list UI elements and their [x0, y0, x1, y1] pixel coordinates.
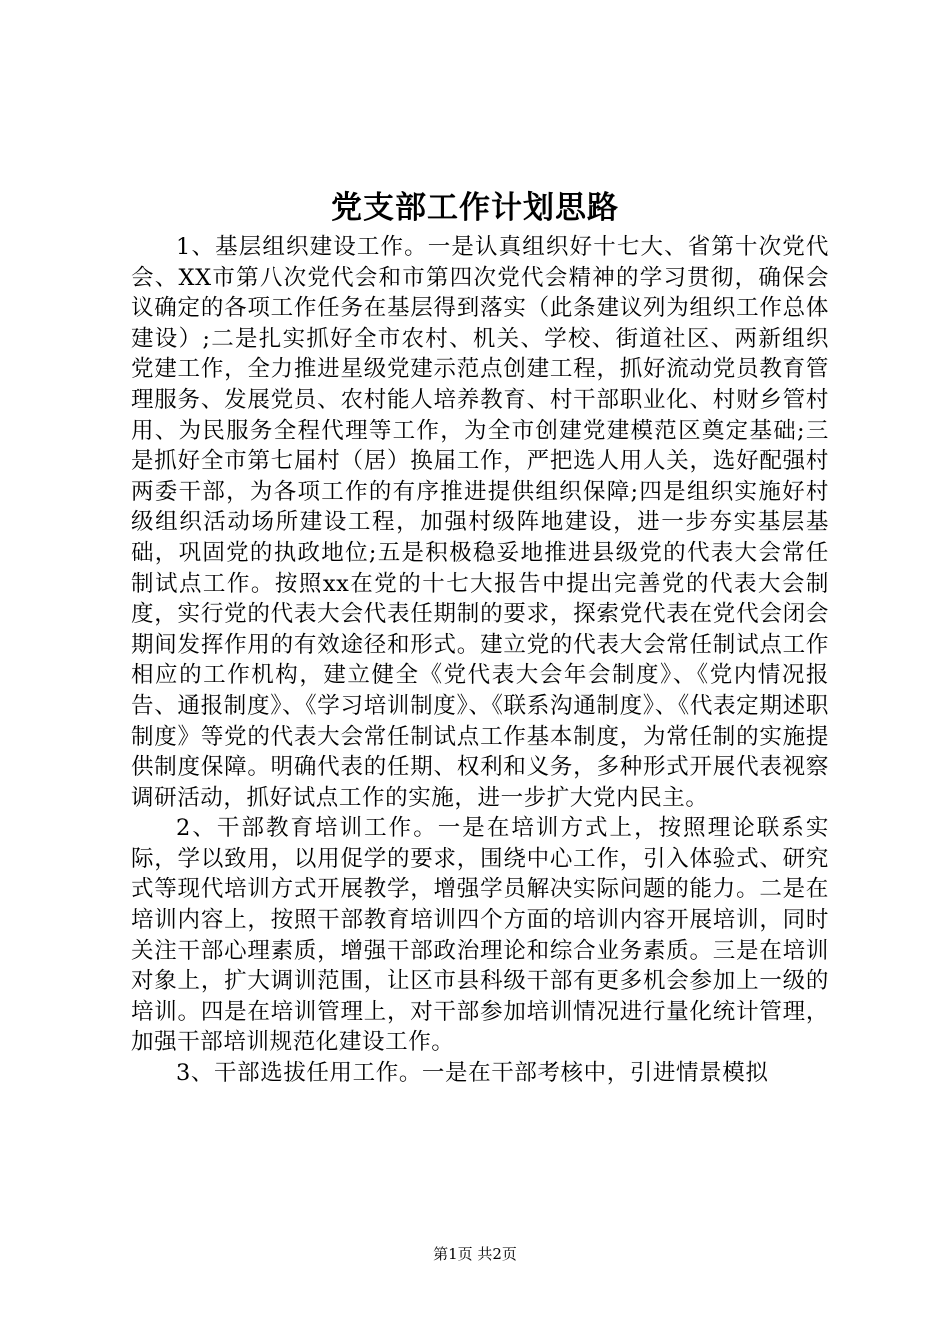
document-body	[131, 232, 829, 1089]
paragraph-2: 2、干部教育培训工作。一是在培训方式上，按照理论联系实际，学以致用，以用促学的要求，围绕中心工作，引入体验式、研究式等现代培训方式开展教学，增强学员解决实际问题的能力。二是在培训内容上，按照干部教育培训四个方面的培训内容开展培训，同时关注干部心理素质，增强干部政治理论和综合业务素质。三是在培训对象上，扩大调训范围，让区市县科级干部有更多机会参加上一级的培训。四是在培训管理上，对干部参加培训情况进行量化统计管理，加强干部培训规范化建设工作。	[131, 815, 829, 1056]
document-title: 党支部工作计划思路	[331, 190, 619, 226]
page-footer: 第1页 共2页	[433, 1245, 517, 1263]
paragraph-1: 1、基层组织建设工作。一是认真组织好十七大、省第十次党代会、XX市第八次党代会和市第四次党代会精神的学习贯彻，确保会议确定的各项工作任务在基层得到落实（此条建议列为组织工作总体建设）;二是扎实抓好全市农村、机关、学校、街道社区、两新组织党建工作，全力推进星级党建示范点创建工程，抓好流动党员教育管理服务、发展党员、农村能人培养教育、村干部职业化、村财乡管村用、为民服务全程代理等工作，为全市创建党建模范区奠定基础;三是抓好全市第七届村（居）换届工作，严把选人用人关，选好配强村两委干部，为各项工作的有序推进提供组织保障;四是组织实施好村级组织活动场所建设工程，加强村级阵地建设，进一步夯实基层基础，巩固党的执政地位;五是积极稳妥地推进县级党的代表大会常任制试点工作。按照xx在党的十七大报告中提出完善党的代表大会制度，实行党的代表大会代表任期制的要求，探索党代表在党代会闭会期间发挥作用的有效途径和形式。建立党的代表大会常任制试点工作相应的工作机构，建立健全《党代表大会年会制度》、《党内情况报告、通报制度》、《学习培训制度》、《联系沟通制度》、《代表定期述职制度》等党的代表大会常任制试点工作基本制度，为常任制的实施提供制度保障。明确代表的任期、权利和义务，多种形式开展代表视察调研活动，抓好试点工作的实施，进一步扩大党内民主。	[131, 234, 829, 811]
paragraph-3: 3、干部选拔任用工作。一是在干部考核中，引进情景模拟	[176, 1060, 769, 1087]
